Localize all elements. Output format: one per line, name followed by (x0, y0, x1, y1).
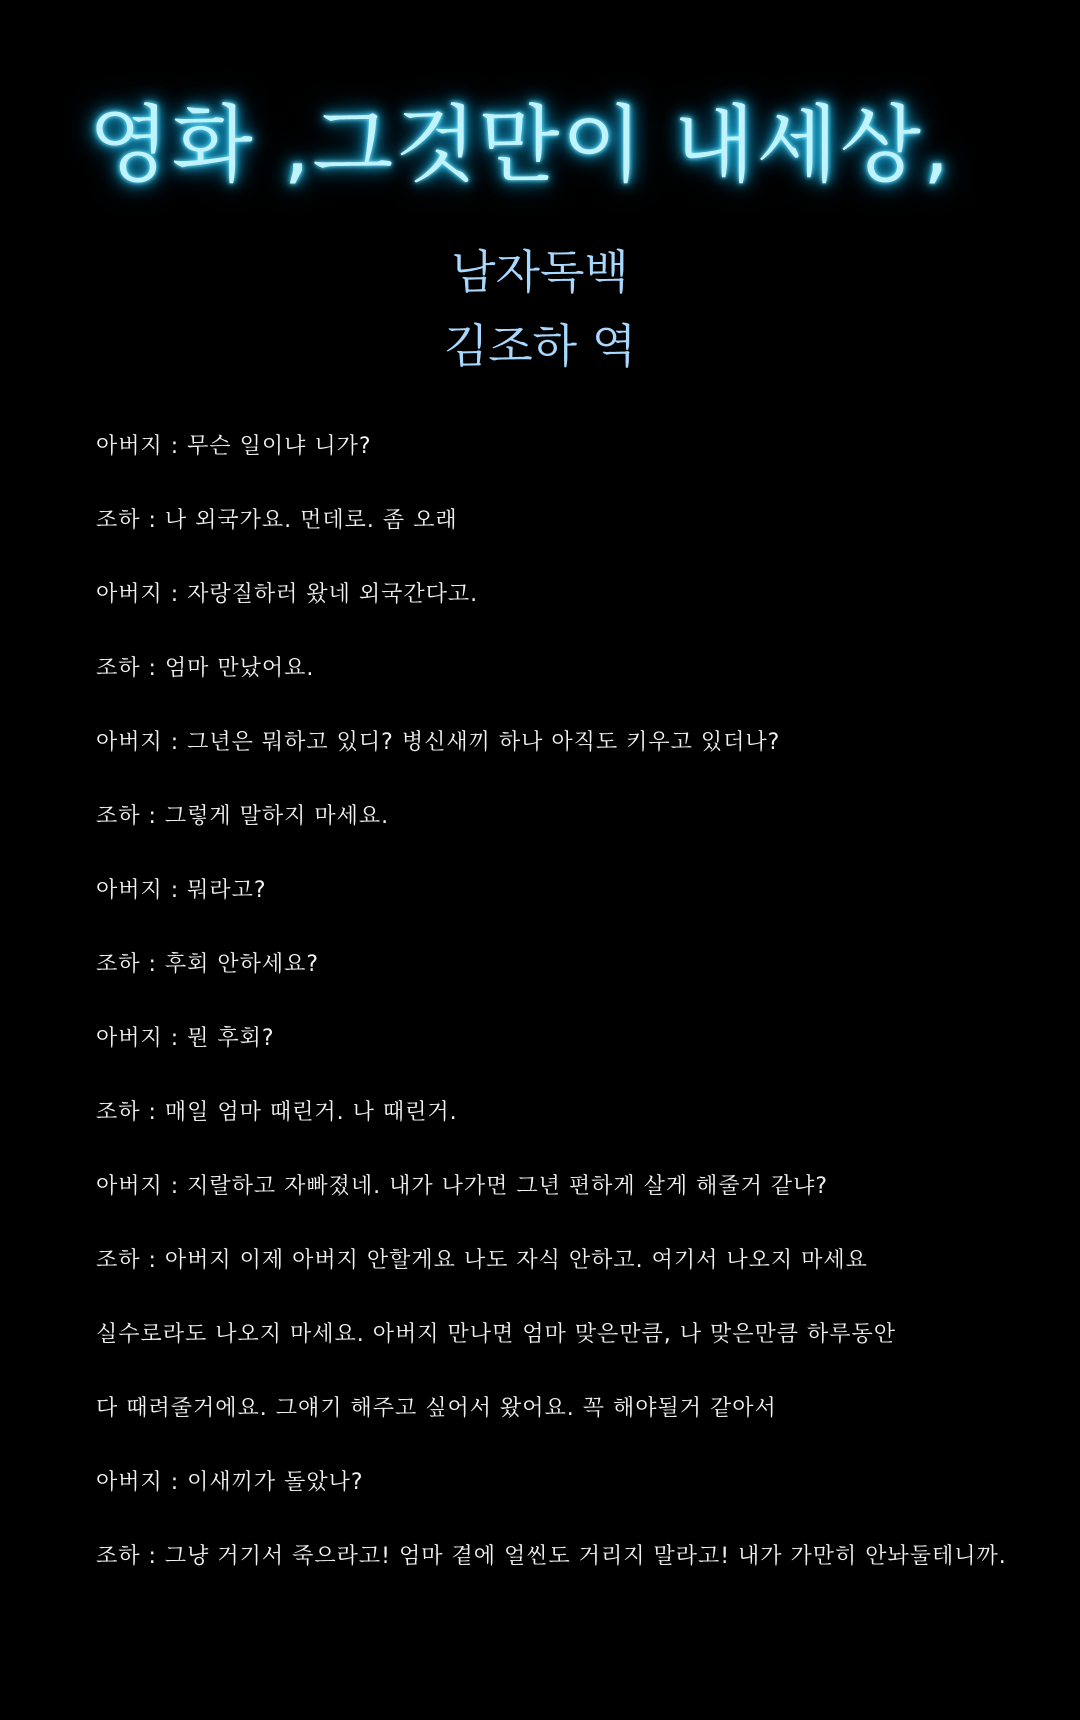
dialogue-line: 아버지 : 자랑질하러 왔네 외국간다고. (96, 582, 479, 607)
dialogue-line: 아버지 : 무슨 일이냐 니가? (96, 434, 372, 459)
dialogue-line: 조하 : 후회 안하세요? (96, 952, 320, 977)
dialogue-line: 조하 : 매일 엄마 때린거. 나 때린거. (96, 1100, 458, 1125)
dialogue-line: 실수로라도 나오지 마세요. 아버지 만나면 엄마 맞은만큼, 나 맞은만큼 하루동안 (96, 1322, 896, 1347)
dialogue-line: 조하 : 그렇게 말하지 마세요. (96, 804, 390, 829)
dialogue-line: 아버지 : 뭐라고? (96, 878, 267, 903)
dialogue-line: 다 때려줄거에요. 그얘기 해주고 싶어서 왔어요. 꼭 해야될거 같아서 (96, 1396, 777, 1421)
dialogue-line: 조하 : 나 외국가요. 먼데로. 좀 오래 (96, 508, 458, 533)
dialogue-line: 아버지 : 지랄하고 자빠졌네. 내가 나가면 그년 편하게 살게 해줄거 같냐? (96, 1174, 829, 1199)
dialogue-line: 조하 : 엄마 만났어요. (96, 656, 315, 681)
dialogue-line: 아버지 : 그년은 뭐하고 있디? 병신새끼 하나 아직도 키우고 있더나? (96, 730, 781, 755)
dialogue-line: 아버지 : 뭔 후회? (96, 1026, 275, 1051)
page-title: 영화 ,그것만이 내세상, (88, 96, 952, 194)
role-subtitle: 김조하 역 (443, 319, 637, 373)
monologue-subtitle: 남자독백 (451, 245, 629, 299)
dialogue-line: 조하 : 그냥 거기서 죽으라고! 엄마 곁에 얼씬도 거리지 말라고! 내가 가만히 안놔둘테니까. (96, 1544, 1007, 1569)
dialogue-line: 아버지 : 이새끼가 돌았나? (96, 1470, 364, 1495)
dialogue-list (96, 430, 1016, 1614)
dialogue-line: 조하 : 아버지 이제 아버지 안할게요 나도 자식 안하고. 여기서 나오지 마세요 (96, 1248, 868, 1273)
